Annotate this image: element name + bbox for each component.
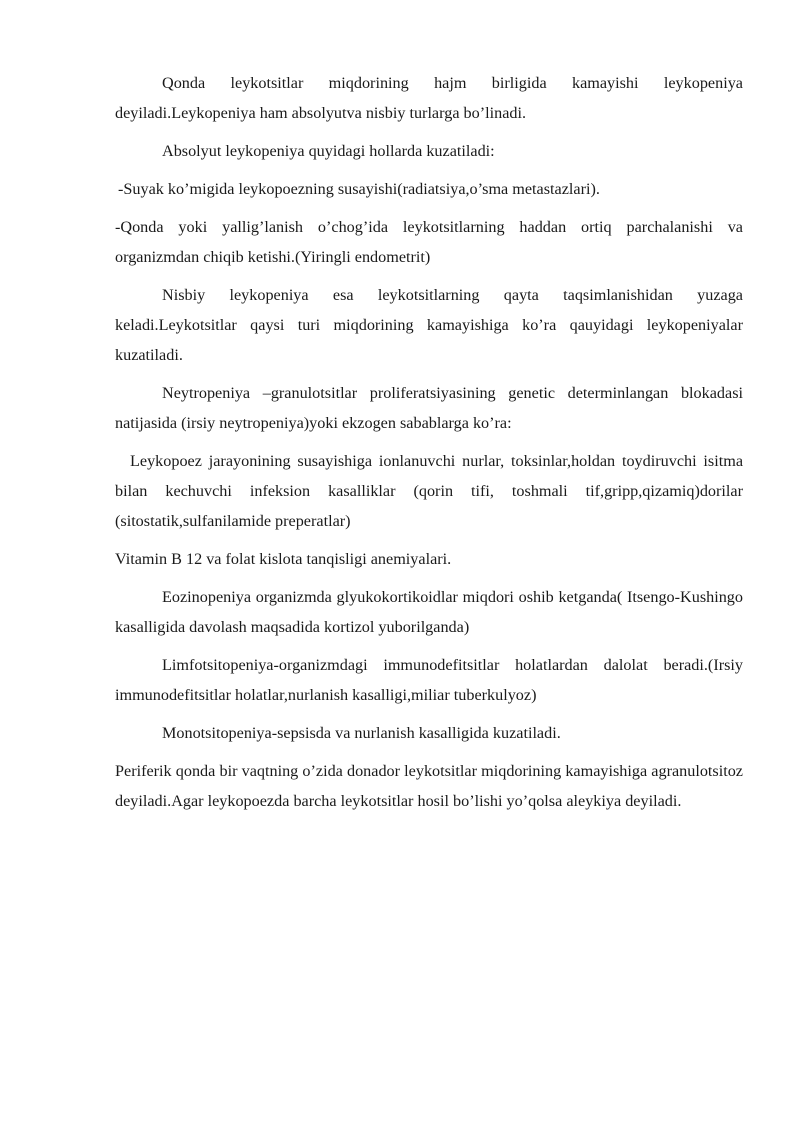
paragraph-relative-leykopeniya: Nisbiy leykopeniya esa leykotsitlarning qayta taqsimlanishidan yuzaga keladi.Leykotsitlar qaysi turi miqdorining kamayishiga ko’ra qauyidagi leykopeniyalar kuzatiladi. bbox=[115, 286, 743, 364]
paragraph-neytropeniya: Neytropeniya –granulotsitlar proliferatsiyasining genetic determinlangan blokadasi natijasida (irsiy neytropeniya)yoki ekzogen sabablarga ko’ra: bbox=[115, 384, 743, 432]
paragraph-vitamin-b12: Vitamin B 12 va folat kislota tanqisligi anemiyalari. bbox=[115, 550, 452, 568]
paragraph-eozinopeniya: Eozinopeniya organizmda glyukokortikoidlar miqdori oshib ketganda( Itsengo-Kushingo kasalligida davolash maqsadida kortizol yuborilganda) bbox=[115, 588, 743, 636]
paragraph-limfotsitopeniya: Limfotsitopeniya-organizmdagi immunodefitsitlar holatlardan dalolat beradi.(Irsiy immunodefitsitlar holatlar,nurlanish kasalligi,miliar tuberkulyoz) bbox=[115, 656, 743, 704]
paragraph-leykopeniya-definition: Qonda leykotsitlar miqdorining hajm birligida kamayishi leykopeniya deyiladi.Leykopeniya ham absolyutva nisbiy turlarga bo’linadi. bbox=[115, 74, 743, 122]
paragraph-monotsitopeniya: Monotsitopeniya-sepsisda va nurlanish kasalligida kuzatiladi. bbox=[162, 724, 561, 742]
paragraph-bone-marrow: -Suyak ko’migida leykopoezning susayishi(radiatsiya,o’sma metastazlari). bbox=[118, 180, 600, 198]
paragraph-absolute-leykopeniya: Absolyut leykopeniya quyidagi hollarda kuzatiladi: bbox=[162, 142, 495, 160]
paragraph-agranulotsitoz: Periferik qonda bir vaqtning o’zida donador leykotsitlar miqdorining kamayishiga agranulotsitoz deyiladi.Agar leykopoezda barcha leykotsitlar hosil bo’lishi yo’qolsa aleykiya deyiladi. bbox=[115, 762, 743, 810]
paragraph-inflammation: -Qonda yoki yallig’lanish o’chog’ida leykotsitlarning haddan ortiq parchalanishi va organizmdan chiqib ketishi.(Yiringli endometrit) bbox=[115, 218, 743, 266]
document-page bbox=[115, 68, 743, 824]
paragraph-leykopoez-causes: Leykopoez jarayonining susayishiga ionlanuvchi nurlar, toksinlar,holdan toydiruvchi isitma bilan kechuvchi infeksion kasalliklar (qorin tifi, toshmali tif,gripp,qizamiq)dorilar (sitostatik,sulfanilamide preperatlar) bbox=[115, 452, 743, 530]
